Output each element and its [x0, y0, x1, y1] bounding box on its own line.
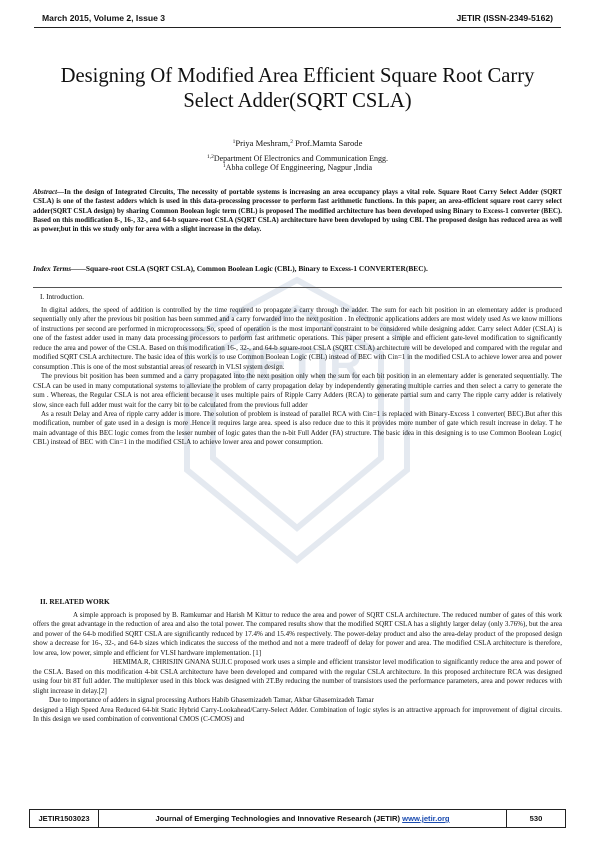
header-issn: JETIR (ISSN-2349-5162) — [456, 13, 553, 23]
intro-paragraph-1: In digital adders, the speed of addition is controlled by the time required to propagate a carry through the adder. The sum for each bit position in an elementary adder is produced sequentially only after the previous bit position has been summed and a carry forwarded into the next position . In electronic applications adders are most widely used As we know millions of instructions per second are performed in microprocessors. So, speed of operation is the most important constraint to be considered while designing adder. Carry select Adder (CSLA) is one of the fastest adder used in many data processing processors to perform fast arithmetic operations. This paper present a simple and efficient gate-level modification to significantly reduce the area and power of the CSLA. Based on this modification 16-, 32-, and 64-b square-root CSLA (SQRT CSLA) architecture will be developed and compared with the regular and modified SQRT CSLA architecture. The basic idea of this work is to use Common Boolean Logic (CBL) instead of BEC with Cin=1 in the modified CSLA to achieve lower area and power consumption .This is one of the most substantial areas of research in VLSI system design. — [33, 306, 562, 371]
index-terms-text: Square-root CSLA (SQRT CSLA), Common Boolean Logic (CBL), Binary to Excess-1 CONVERTER(BEC). — [85, 264, 428, 273]
intro-paragraph-3: As a result Delay and Area of ripple carry adder is more. The solution of problem is instead of parallel RCA with Cin=1 is replaced with Binary-Excess 1 converter( BEC).But after this modification, number of gate used in a design is more .Hence it requires large area. speed is also reduce due to this it provides more number of gate which result increase in delay. T he main advantage of this BEC logic comes from the lesser number of logic gates than the n-bit Full Adder (FA) structure. The basic idea in this designing is to use Common Boolean Logic( CBL) instead of BEC with Cin=1 in the modified CSLA to achieve lower area and power consumption. — [33, 409, 562, 447]
affiliation-1: $^{1,2}$Department Of Electronics and Communication Engg. — [206, 154, 389, 163]
abstract-label: Abstract— — [33, 188, 65, 196]
author-1: Priya Meshram, — [235, 138, 291, 148]
watermark-text: JETIR — [231, 338, 363, 390]
header-rule — [34, 27, 561, 28]
related-paragraph-3a: Due to importance of adders in signal processing Authors Habib Ghasemizadeh Tamar, Akbar Ghasemizadeh Tamar — [49, 696, 374, 705]
footer-paper-id: JETIR1503023 — [30, 810, 99, 827]
related-paragraph-3b: designed a High Speed Area Reduced 64-bit Static Hybrid Carry-Lookahead/Carry-Select Adder. Combination of logic styles is an attractive approach for improvement of digital circuits. In this design we used combination of conventional CMOS (C-CMOS) and — [33, 705, 562, 723]
section-divider — [33, 287, 562, 288]
related-work-body — [33, 611, 562, 724]
footer-page-number: 530 — [506, 810, 565, 827]
affiliation-2: $^1$Abha college Of Enggineering, Nagpur ,India — [222, 163, 373, 172]
abstract-text: In the design of Integrated Circuits, The necessity of portable systems is increasing an area occupancy plays a vital role. Square Root Carry Select Adder (SQRT CSLA) is one of the fastest adders which is used in this data-processing processor to perform fast arithmetic functions. In this paper, an area-efficient square root carry select adder(SQRT CSLA design) by sharing Common Boolean logic term (CBL) is proposed The modified architecture has been developed using Binary to Excess-1 converter (BEC). Based on this modification 8-, 16-, 32-, and 64-b square-root CSLA (SQRT CSLA) architecture have been developed by using CBL The proposed design has reduced area as well as power,but in this we study only for area with a slight increase in the delay. — [33, 188, 562, 234]
index-terms — [33, 264, 562, 274]
section-heading-related-work: II. RELATED WORK — [40, 597, 110, 606]
intro-paragraph-2: The previous bit position has been summed and a carry propagated into the next position only when the sum for each bit position in an elementary adder is generated sequentially. The CSLA can be used in many computational systems to alleviate the problem of carry propagation delay by independently generating multiple carries and then select a carry to generate the sum . Whereas, the Regular CSLA is not area efficient because it uses multiple pairs of Ripple Carry Adders (RCA) to generate partial sum and carry The ripple carry adder is relatively slow, since each full adder must wait for the carry bit to be calculated from the previous full adder — [33, 372, 562, 409]
introduction-body — [33, 306, 562, 448]
running-header — [34, 11, 561, 27]
journal-website-link[interactable]: www.jetir.org — [402, 814, 450, 823]
header-issue: March 2015, Volume 2, Issue 3 — [42, 13, 166, 23]
paper-title: Designing Of Modified Area Efficient Square Root Carry Select Adder(SQRT CSLA) — [60, 65, 535, 112]
related-paragraph-2: HEMIMA.R, CHRISJIN GNANA SUJI.C proposed work uses a simple and efficient transistor level modification to significantly reduce the area and power of the CSLA. Based on this modification 4-bit CSLA architecture have been developed and compared with the regular CSLA architecture. In this proposed architecture RCA was designed using four bit 8T full adder. The multiplexer used in this block was designed with 2T.By reducing the number of transistors used the performance parameters, area and power reduces with slight increase in delay.[2] — [33, 658, 562, 695]
index-terms-label: Index Terms—— — [33, 264, 86, 273]
related-paragraph-1: A simple approach is proposed by B. Ramkumar and Harish M Kittur to reduce the area and power of SQRT CSLA architecture. The reduced number of gates of this work offers the great advantage in the reduction of area and also the total power. The compared results show that the modified SQRT CSLA has a slightly larger delay (only 3.76%), but the area and power of the 64-b modified SQRT CSLA are significantly reduced by 17.4% and 15.4% respectively. The power-delay product and also the area-delay product of the proposed design show a decrease for 16-, 32-, and 64-b sizes which indicates the success of the method and not a mere tradeoff of delay for power and area. The modified CSLA architecture is therefore, low area, low power, simple and efficient for VLSI hardware implementation. [1] — [33, 611, 562, 657]
abstract — [33, 188, 562, 234]
section-heading-introduction: I. Introduction. — [40, 292, 84, 301]
page-footer — [29, 809, 566, 828]
author-line: $^1$Priya Meshram,$^2$ Prof.Mamta Sarode — [232, 138, 363, 148]
footer-journal: Journal of Emerging Technologies and Innovative Research (JETIR) www.jetir.org — [155, 814, 450, 823]
author-2: Prof.Mamta Sarode — [292, 138, 363, 148]
